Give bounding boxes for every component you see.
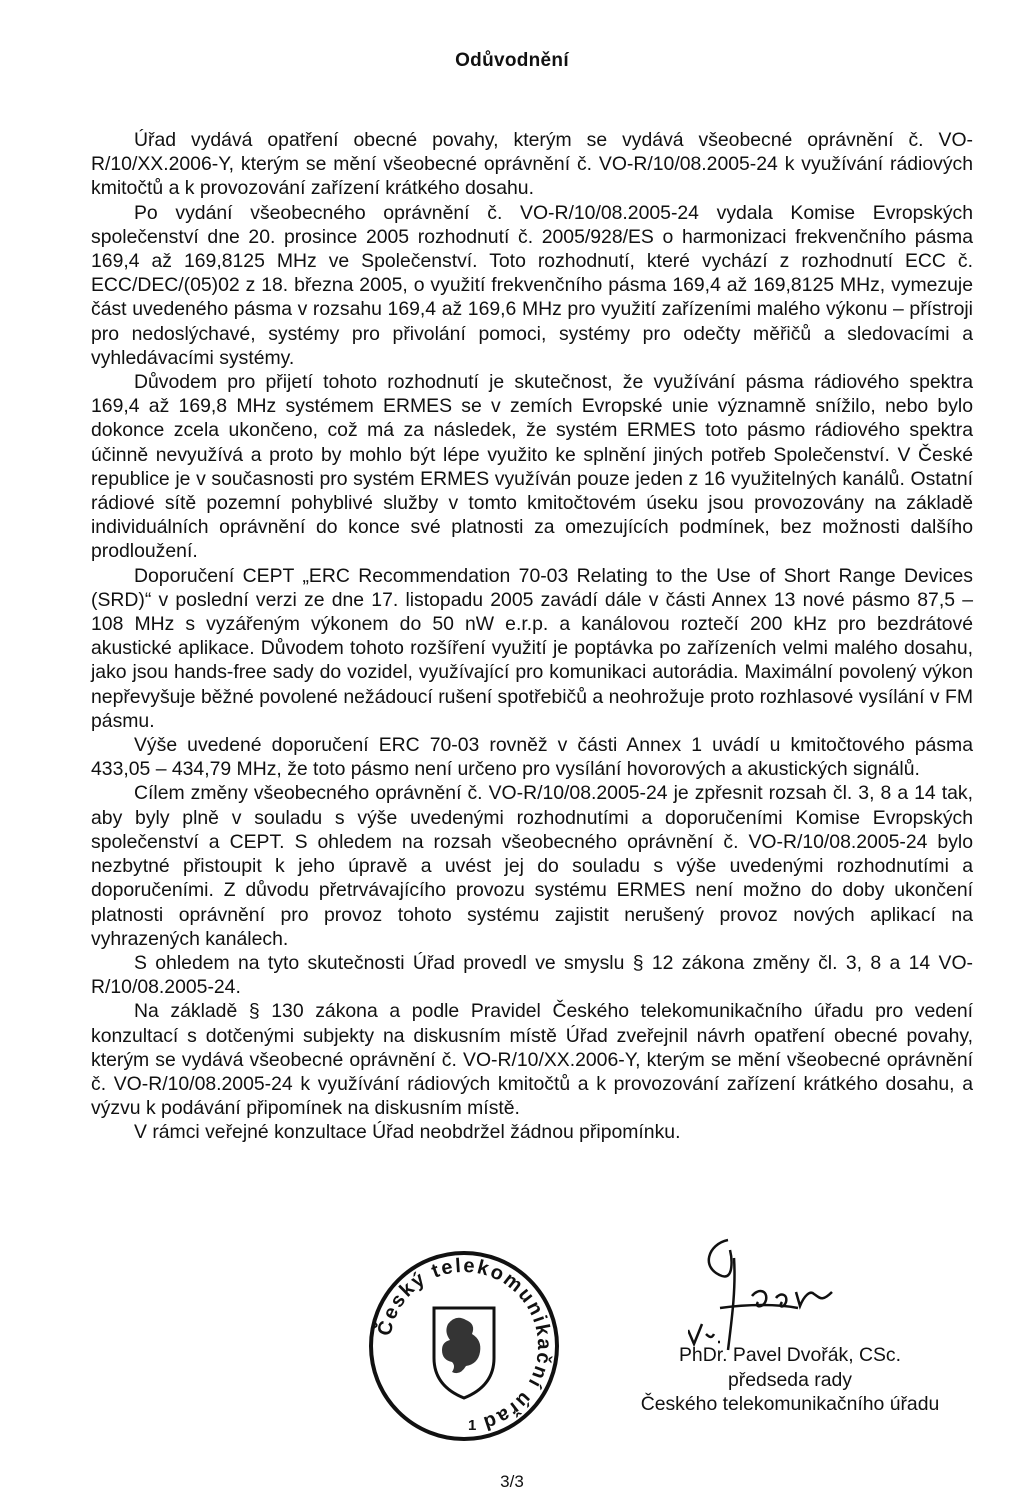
stamp-lettering: Český telekomunikační úřad xyxy=(373,1254,556,1435)
paragraph: Doporučení CEPT „ERC Recommendation 70-03 Relating to the Use of Short Range Devices (SRD)“ v poslední verzi ze dne 17. listopadu 2005 zavádí dále v části Annex 13 nové pásmo 87,5 – 108 MHz s vyzářeným výkonem do 50 nW e.r.p. a kanálovou roztečí 200 kHz pro bezdrátové akustické aplikace. Důvodem tohoto rozšíření využití je poptávka po zařízeních velmi malého dosahu, jako jsou hands-free sady do vozidel, využívající pro komunikaci autorádia. Maximální povolený výkon nepřevyšuje běžné povolené nežádoucí rušení spotřebičů a neohrožuje proto rozhlasové vysílání v FM pásmu. xyxy=(91,564,973,732)
document-title: Odůvodnění xyxy=(455,50,569,71)
official-stamp xyxy=(364,1246,564,1446)
lion-icon xyxy=(442,1318,480,1373)
signatory-organization: Českého telekomunikačního úřadu xyxy=(640,1393,940,1415)
signatory-name: PhDr. Pavel Dvořák, CSc. xyxy=(679,1344,901,1366)
paragraph: Po vydání všeobecného oprávnění č. VO-R/10/08.2005-24 vydala Komise Evropských společenství dne 20. prosince 2005 rozhodnutí č. 2005/928/ES o harmonizaci frekvenčního pásma 169,4 až 169,8125 MHz ve Společenství. Toto rozhodnutí, které vychází z rozhodnutí ECC č. ECC/DEC/(05)02 z 18. března 2005, o využití frekvenčního pásma 169,4 až 169,8125 MHz, vymezuje část uvedeného pásma v rozsahu 169,4 až 169,6 MHz pro využití zařízeními malého výkonu – přístroji pro nedoslýchavé, systémy pro přivolání pomoci, systémy pro odečty měřičů a sledovacími a vyhledávacími systémy. xyxy=(91,201,973,369)
page-number: 3/3 xyxy=(500,1472,524,1491)
paragraph: Na základě § 130 zákona a podle Pravidel Českého telekomunikačního úřadu pro vedení konzultací s dotčenými subjekty na diskusním místě Úřad zveřejnil návrh opatření obecné povahy, kterým se vydává všeobecné oprávnění č. VO-R/10/XX.2006-Y, kterým se mění všeobecné oprávnění č. VO-R/10/08.2005-24 k využívání rádiových kmitočtů a k provozování zařízení krátkého dosahu, a výzvu k podávání připomínek na diskusním místě. xyxy=(91,1000,973,1120)
document-body xyxy=(91,128,973,1145)
paragraph: V rámci veřejné konzultace Úřad neobdržel žádnou připomínku. xyxy=(134,1121,681,1144)
handwritten-signature xyxy=(688,1238,928,1358)
paragraph: S ohledem na tyto skutečnosti Úřad provedl ve smyslu § 12 zákona změny čl. 3, 8 a 14 VO-R/10/08.2005-24. xyxy=(91,951,973,999)
signatory-role: předseda rady xyxy=(728,1368,852,1391)
paragraph: Cílem změny všeobecného oprávnění č. VO-R/10/08.2005-24 je zpřesnit rozsah čl. 3, 8 a 14 tak, aby byly plně v souladu s výše uvedenými rozhodnutími a doporučeními Komise Evropských společenství a CEPT. S ohledem na rozsah všeobecného oprávnění č. VO-R/10/08.2005-24 bylo nezbytné přistoupit k jeho úpravě a uvést jej do souladu s výše uvedenými rozhodnutími a doporučeními. Z důvodu přetrvávajícího provozu systému ERMES není možno do doby ukončení platnosti oprávnění pro provoz tohoto systému zajistit nerušený provoz nových aplikací na vyhrazených kanálech. xyxy=(91,782,973,950)
stamp-number: 1 xyxy=(468,1417,477,1434)
paragraph: Výše uvedené doporučení ERC 70-03 rovněž v části Annex 1 uvádí u kmitočtového pásma 433,05 – 434,79 MHz, že toto pásmo není určeno pro vysílání hovorových a akustických signálů. xyxy=(91,734,973,781)
signature-block xyxy=(600,1343,980,1417)
paragraph: Důvodem pro přijetí tohoto rozhodnutí je skutečnost, že využívání pásma rádiového spektra 169,4 až 169,8 MHz systémem ERMES se v zemích Evropské unie významně snížilo, nebo bylo dokonce zcela ukončeno, což má za následek, že systém ERMES toto pásmo rádiového spektra účinně nevyužívá a proto by mohlo být lépe využito ke splnění jiných potřeb Společenství. V České republice je v současnosti pro systém ERMES využíván pouze jeden z 16 využitelných kanálů. Ostatní rádiové sítě pozemní pohyblivé služby v tomto kmitočtovém úseku jsou provozovány na základě individuálních oprávnění do konce své platnosti za omezujících podmínek, bez možnosti dalšího prodloužení. xyxy=(91,371,973,563)
paragraph: Úřad vydává opatření obecné povahy, kterým se vydává všeobecné oprávnění č. VO-R/10/XX.2006-Y, kterým se mění všeobecné oprávnění č. VO-R/10/08.2005-24 k využívání rádiových kmitočtů a k provozování zařízení krátkého dosahu. xyxy=(91,129,973,200)
